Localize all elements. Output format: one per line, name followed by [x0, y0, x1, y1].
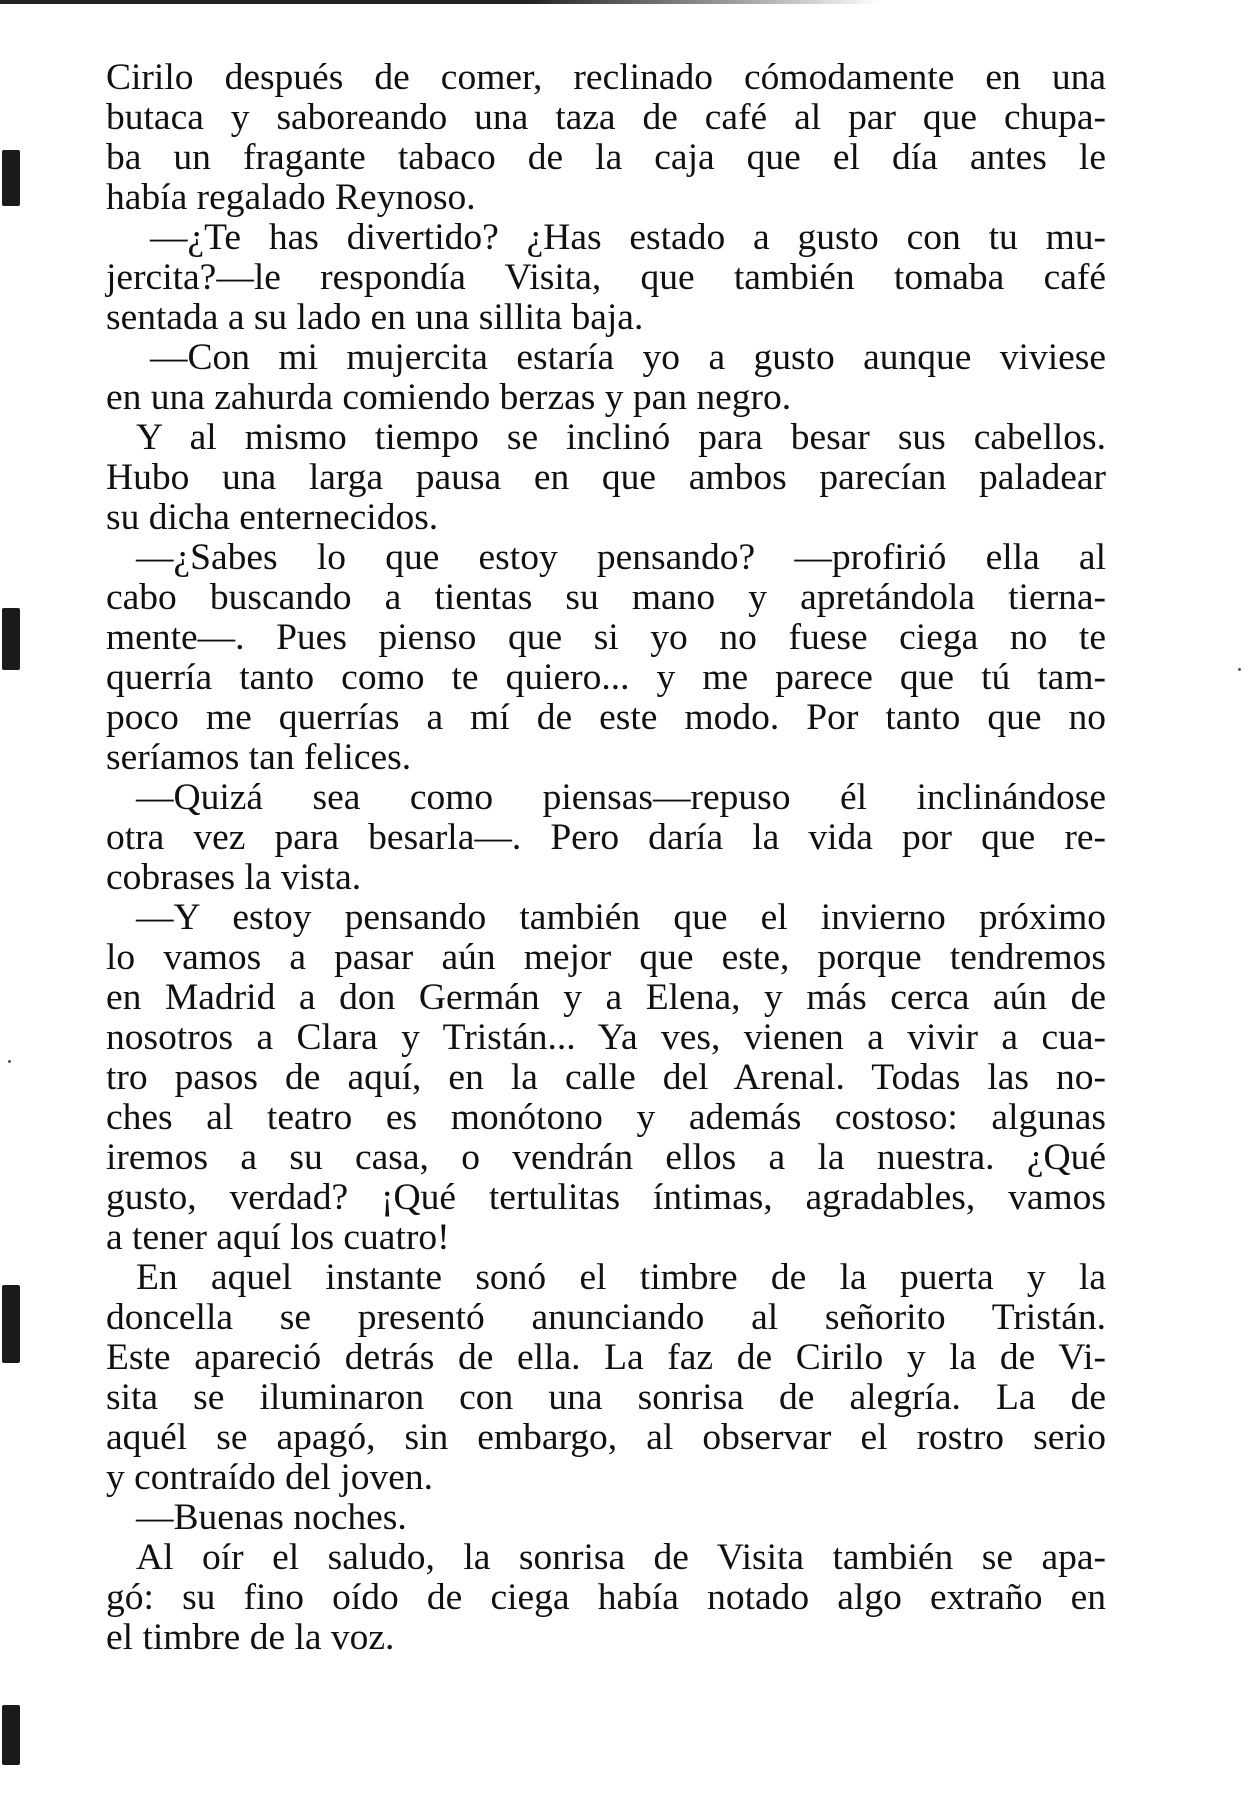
text-line: gó: su fino oído de ciega había notado algo extraño en [106, 1577, 1106, 1618]
text-line: ba un fragante tabaco de la caja que el día antes le [106, 137, 1106, 178]
text-line: iremos a su casa, o vendrán ellos a la nuestra. ¿Qué [106, 1137, 1106, 1178]
scan-speck [8, 1060, 11, 1063]
text-line: sentada a su lado en una sillita baja. [106, 297, 644, 338]
text-line: —Con mi mujercita estaría yo a gusto aunque viviese [150, 337, 1106, 378]
text-line: cobrases la vista. [106, 857, 362, 898]
text-line: el timbre de la voz. [106, 1617, 395, 1658]
text-line: Hubo una larga pausa en que ambos parecían paladear [106, 457, 1106, 498]
binding-mark [2, 150, 20, 206]
text-line: —¿Te has divertido? ¿Has estado a gusto con tu mu- [150, 217, 1106, 258]
text-line: cabo buscando a tientas su mano y apretándola tierna- [106, 577, 1106, 618]
text-line: En aquel instante sonó el timbre de la puerta y la [136, 1257, 1106, 1298]
text-line: en una zahurda comiendo berzas y pan negro. [106, 377, 792, 418]
text-line: sita se iluminaron con una sonrisa de alegría. La de [106, 1377, 1106, 1418]
text-line: jercita?—le respondía Visita, que también tomaba café [106, 257, 1106, 298]
text-line: —¿Sabes lo que estoy pensando? —profirió ella al [136, 537, 1106, 578]
text-line: poco me querrías a mí de este modo. Por tanto que no [106, 697, 1106, 738]
text-line: su dicha enternecidos. [106, 497, 439, 538]
text-line: y contraído del joven. [106, 1457, 433, 1498]
text-line: —Buenas noches. [136, 1497, 407, 1538]
text-line: nosotros a Clara y Tristán... Ya ves, vienen a vivir a cua- [106, 1017, 1106, 1058]
text-line: tro pasos de aquí, en la calle del Arenal. Todas las no- [106, 1057, 1106, 1098]
text-line: seríamos tan felices. [106, 737, 412, 778]
text-line: —Quizá sea como piensas—repuso él inclinándose [136, 777, 1106, 818]
scan-speck [1238, 668, 1241, 671]
text-line: doncella se presentó anunciando al señorito Tristán. [106, 1297, 1106, 1338]
text-line: mente—. Pues pienso que si yo no fuese ciega no te [106, 617, 1106, 658]
page-body-text [106, 58, 1106, 1658]
binding-mark [2, 1705, 20, 1765]
text-line: había regalado Reynoso. [106, 177, 476, 218]
text-line: otra vez para besarla—. Pero daría la vida por que re- [106, 817, 1106, 858]
text-line: querría tanto como te quiero... y me parece que tú tam- [106, 657, 1106, 698]
text-line: Al oír el saludo, la sonrisa de Visita también se apa- [136, 1537, 1106, 1578]
text-line: butaca y saboreando una taza de café al par que chupa- [106, 97, 1106, 138]
text-line: Y al mismo tiempo se inclinó para besar sus cabellos. [136, 417, 1106, 458]
top-border-rule [0, 0, 880, 4]
text-line: gusto, verdad? ¡Qué tertulitas íntimas, agradables, vamos [106, 1177, 1106, 1218]
text-line: en Madrid a don Germán y a Elena, y más cerca aún de [106, 977, 1106, 1018]
text-line: aquél se apagó, sin embargo, al observar el rostro serio [106, 1417, 1106, 1458]
binding-mark [2, 608, 20, 670]
text-line: Cirilo después de comer, reclinado cómodamente en una [106, 57, 1106, 98]
text-line: a tener aquí los cuatro! [106, 1217, 450, 1258]
text-line: ches al teatro es monótono y además costoso: algunas [106, 1097, 1106, 1138]
text-line: —Y estoy pensando también que el invierno próximo [136, 897, 1106, 938]
text-line: Este apareció detrás de ella. La faz de Cirilo y la de Vi- [106, 1337, 1106, 1378]
binding-mark [2, 1285, 20, 1363]
text-line: lo vamos a pasar aún mejor que este, porque tendremos [106, 937, 1106, 978]
